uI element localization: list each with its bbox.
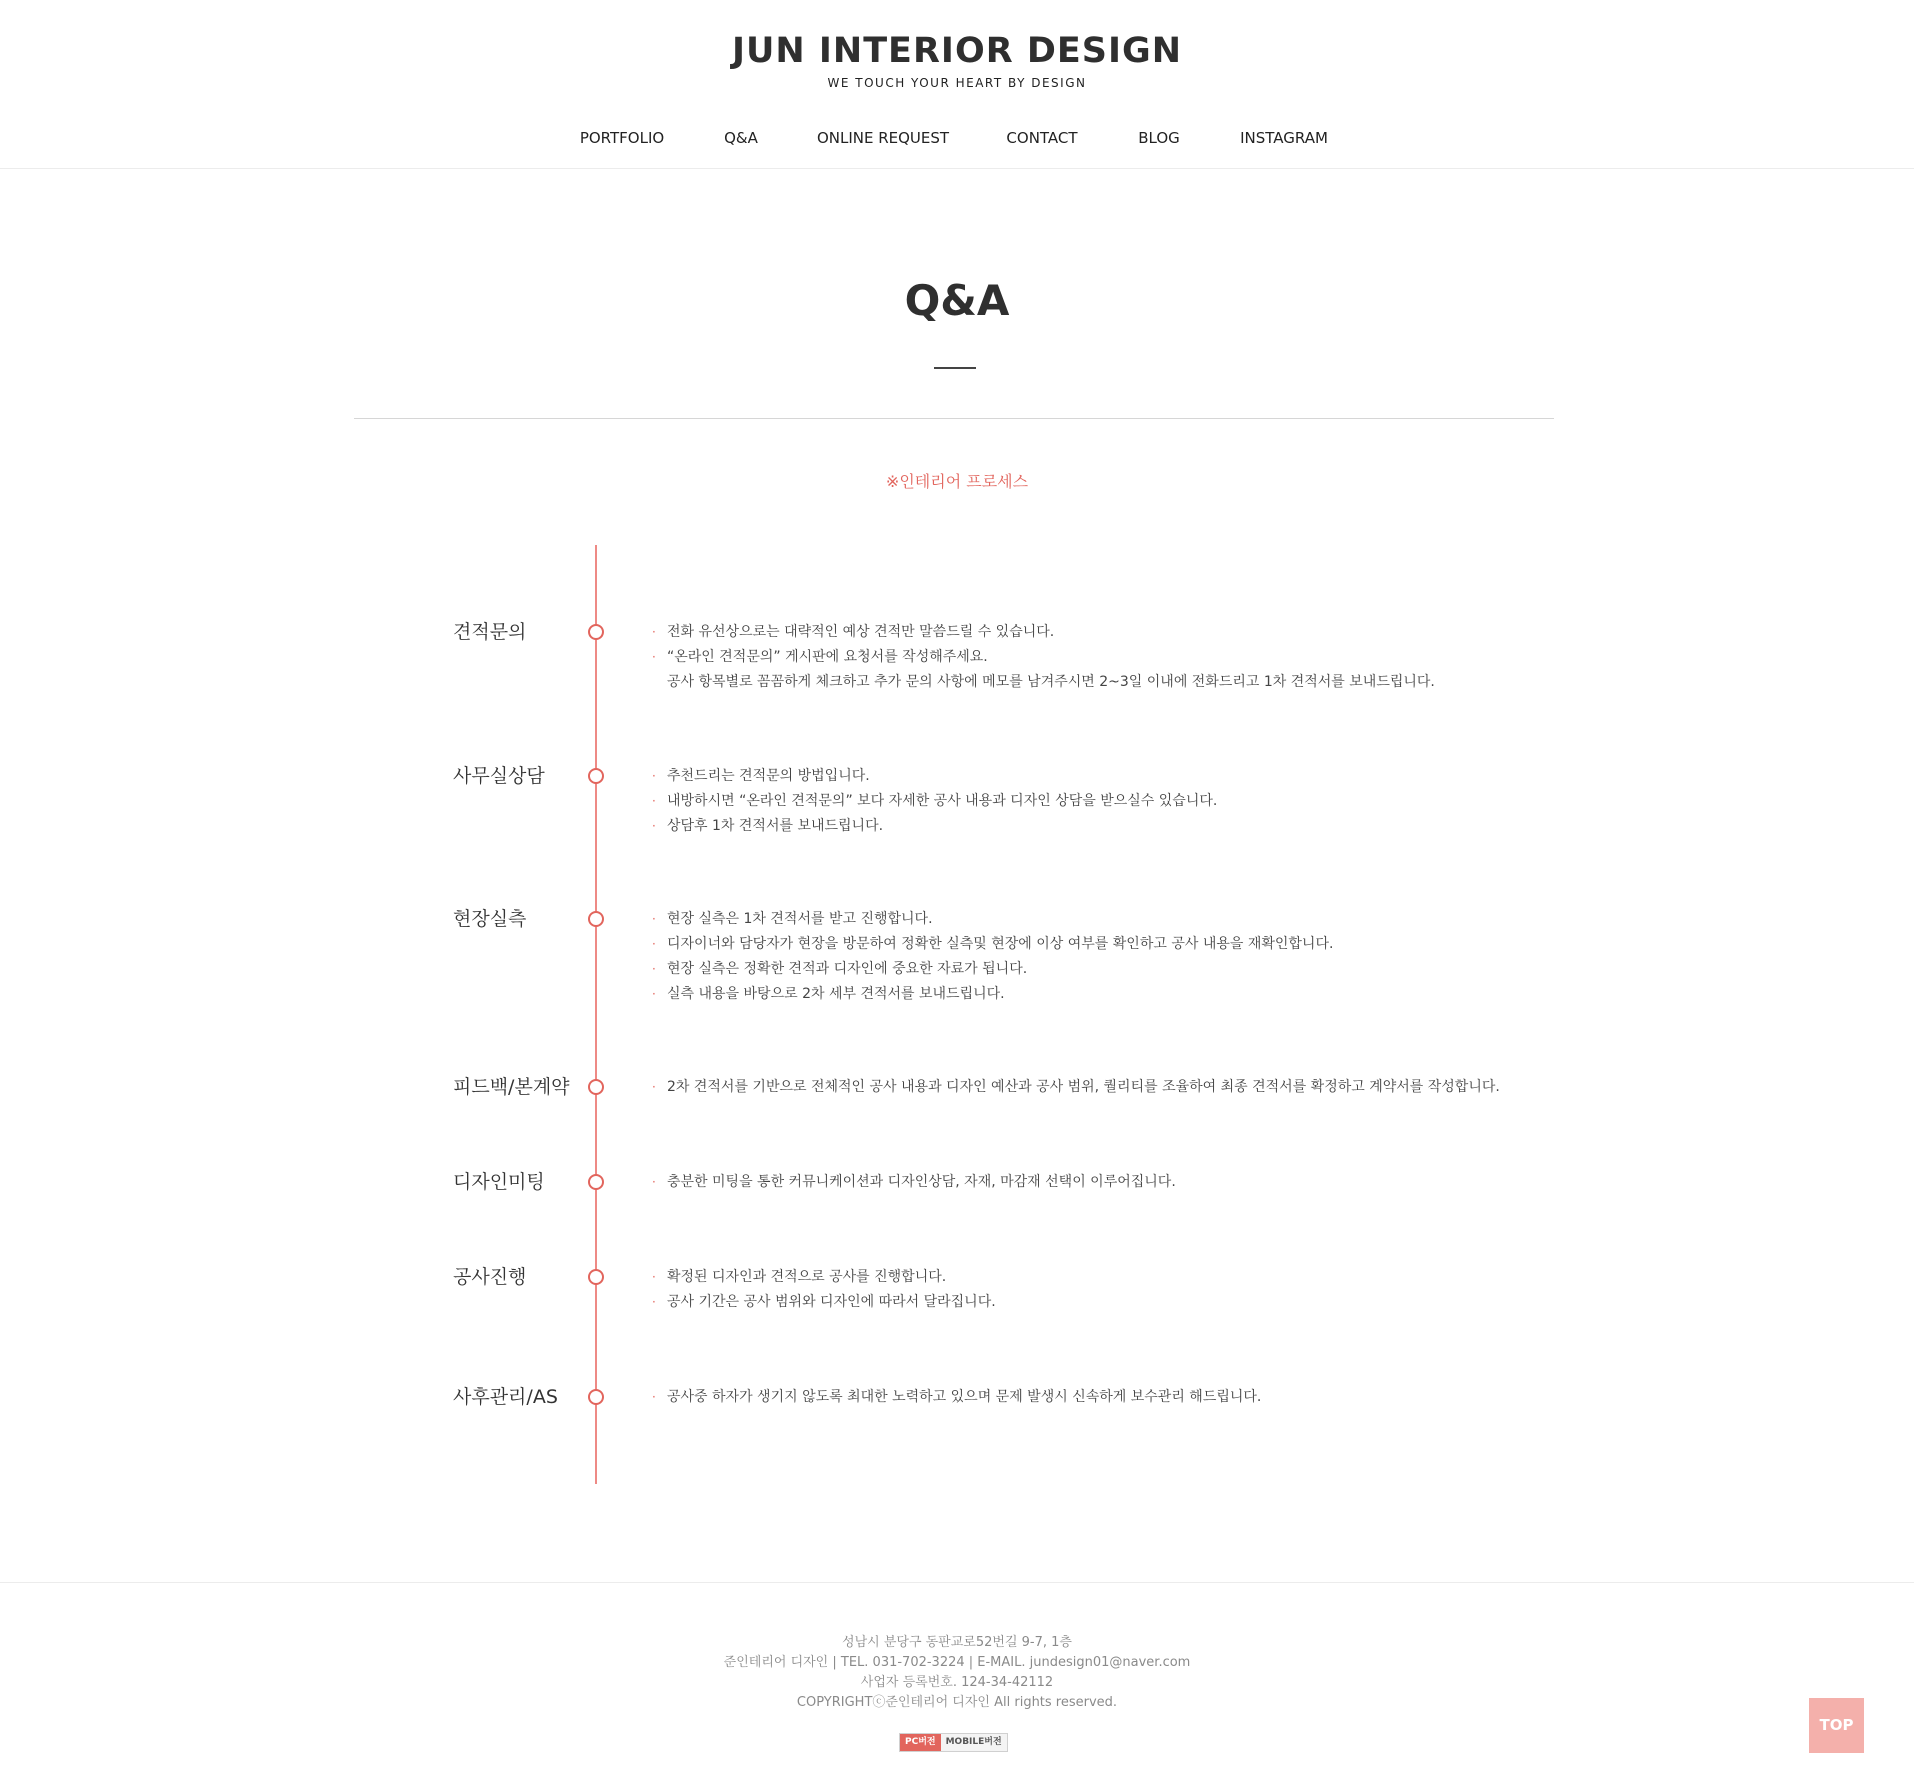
timeline-dot	[588, 624, 604, 640]
step-line: · 현장 실측은 정확한 견적과 디자인에 중요한 자료가 됩니다.	[652, 957, 1333, 982]
step-line: · 전화 유선상으로는 대략적인 예상 견적만 말씀드릴 수 있습니다.	[652, 620, 1435, 645]
step-line: · 현장 실측은 1차 견적서를 받고 진행합니다.	[652, 907, 1333, 932]
timeline-dot	[588, 1079, 604, 1095]
nav-online-request[interactable]: ONLINE REQUEST	[816, 129, 950, 147]
version-switch	[899, 1733, 1008, 1752]
nav-contact[interactable]: CONTACT	[1006, 129, 1078, 147]
nav-portfolio[interactable]: PORTFOLIO	[579, 129, 665, 147]
nav-blog[interactable]: BLOG	[1138, 129, 1180, 147]
main-nav	[0, 126, 1914, 150]
nav-instagram[interactable]: INSTAGRAM	[1240, 129, 1328, 147]
step-line: · 공사 기간은 공사 범위와 디자인에 따라서 달라집니다.	[652, 1290, 996, 1315]
step-title: 사후관리/AS	[453, 1386, 558, 1408]
timeline-dot	[588, 1174, 604, 1190]
footer-business-number: 사업자 등록번호. 124-34-42112	[860, 1675, 1054, 1690]
step-line: · 상담후 1차 견적서를 보내드립니다.	[652, 814, 1217, 839]
bullet-icon: ·	[652, 650, 656, 664]
step-title: 사무실상담	[453, 765, 545, 787]
bullet-icon: ·	[652, 1295, 656, 1309]
bullet-icon: ·	[652, 625, 656, 639]
step-line: · 공사중 하자가 생기지 않도록 최대한 노력하고 있으며 문제 발생시 신속하게 보수관리 해드립니다.	[652, 1385, 1261, 1410]
step-line: · 추천드리는 견적문의 방법입니다.	[652, 764, 1217, 789]
step-line: · 디자이너와 담당자가 현장을 방문하여 정확한 실측및 현장에 이상 여부를 확인하고 공사 내용을 재확인합니다.	[652, 932, 1333, 957]
bullet-icon: ·	[652, 937, 656, 951]
mobile-version-button[interactable]: MOBILE버전	[941, 1734, 1007, 1751]
bullet-icon: ·	[652, 1390, 656, 1404]
step-title: 견적문의	[453, 621, 527, 643]
bullet-icon: ·	[652, 1270, 656, 1284]
bullet-icon: ·	[652, 962, 656, 976]
bullet-icon: ·	[652, 1080, 656, 1094]
page-title: Q&A	[904, 276, 1010, 325]
timeline-dot	[588, 911, 604, 927]
bullet-icon: ·	[652, 912, 656, 926]
bullet-icon: ·	[652, 1175, 656, 1189]
bullet-icon: ·	[652, 819, 656, 833]
step-line: · 실측 내용을 바탕으로 2차 세부 견적서를 보내드립니다.	[652, 982, 1333, 1007]
footer-divider	[0, 1582, 1914, 1583]
footer-address: 성남시 분당구 동판교로52번길 9-7, 1층	[842, 1635, 1072, 1650]
step-title: 디자인미팅	[453, 1171, 545, 1193]
section-divider	[354, 418, 1554, 419]
step-description	[652, 1385, 1261, 1410]
bullet-icon: ·	[652, 794, 656, 808]
step-description	[652, 907, 1333, 1007]
logo-title[interactable]: JUN INTERIOR DESIGN	[731, 31, 1183, 71]
step-line: · 확정된 디자인과 견적으로 공사를 진행합니다.	[652, 1265, 996, 1290]
step-title: 공사진행	[453, 1266, 527, 1288]
logo-tagline: WE TOUCH YOUR HEART BY DESIGN	[827, 76, 1087, 90]
footer-copyright: COPYRIGHTⓒ준인테리어 디자인 All rights reserved.	[796, 1695, 1118, 1710]
title-underline	[934, 367, 976, 369]
footer-company-info: 준인테리어 디자인 | TEL. 031-702-3224 | E-MAIL. jundesign01@naver.com	[723, 1655, 1191, 1670]
step-line: · “온라인 견적문의” 게시판에 요청서를 작성해주세요.	[652, 645, 1435, 670]
process-label: ※인테리어 프로세스	[885, 472, 1029, 491]
scroll-top-button[interactable]: TOP	[1809, 1698, 1864, 1753]
timeline-dot	[588, 768, 604, 784]
timeline-dot	[588, 1389, 604, 1405]
timeline-dot	[588, 1269, 604, 1285]
step-description	[652, 764, 1217, 839]
step-line: · 2차 견적서를 기반으로 전체적인 공사 내용과 디자인 예산과 공사 범위, 퀄리티를 조율하여 최종 견적서를 확정하고 계약서를 작성합니다.	[652, 1075, 1500, 1100]
header-divider	[0, 168, 1914, 169]
step-title: 현장실측	[453, 908, 527, 930]
timeline-line	[595, 545, 597, 1484]
step-line: · 내방하시면 “온라인 견적문의” 보다 자세한 공사 내용과 디자인 상담을 받으실수 있습니다.	[652, 789, 1217, 814]
bullet-icon: ·	[652, 987, 656, 1001]
step-line: 공사 항목별로 꼼꼼하게 체크하고 추가 문의 사항에 메모를 남겨주시면 2~3일 이내에 전화드리고 1차 견적서를 보내드립니다.	[667, 674, 1435, 690]
nav-qna[interactable]: Q&A	[724, 129, 758, 147]
step-title: 피드백/본계약	[453, 1076, 570, 1098]
step-line: · 충분한 미팅을 통한 커뮤니케이션과 디자인상담, 자재, 마감재 선택이 이루어집니다.	[652, 1170, 1176, 1195]
bullet-icon: ·	[652, 769, 656, 783]
step-description	[652, 1075, 1500, 1100]
pc-version-button[interactable]: PC버전	[900, 1734, 941, 1751]
step-description	[652, 1265, 996, 1315]
step-description	[652, 1170, 1176, 1195]
step-description	[652, 620, 1435, 695]
